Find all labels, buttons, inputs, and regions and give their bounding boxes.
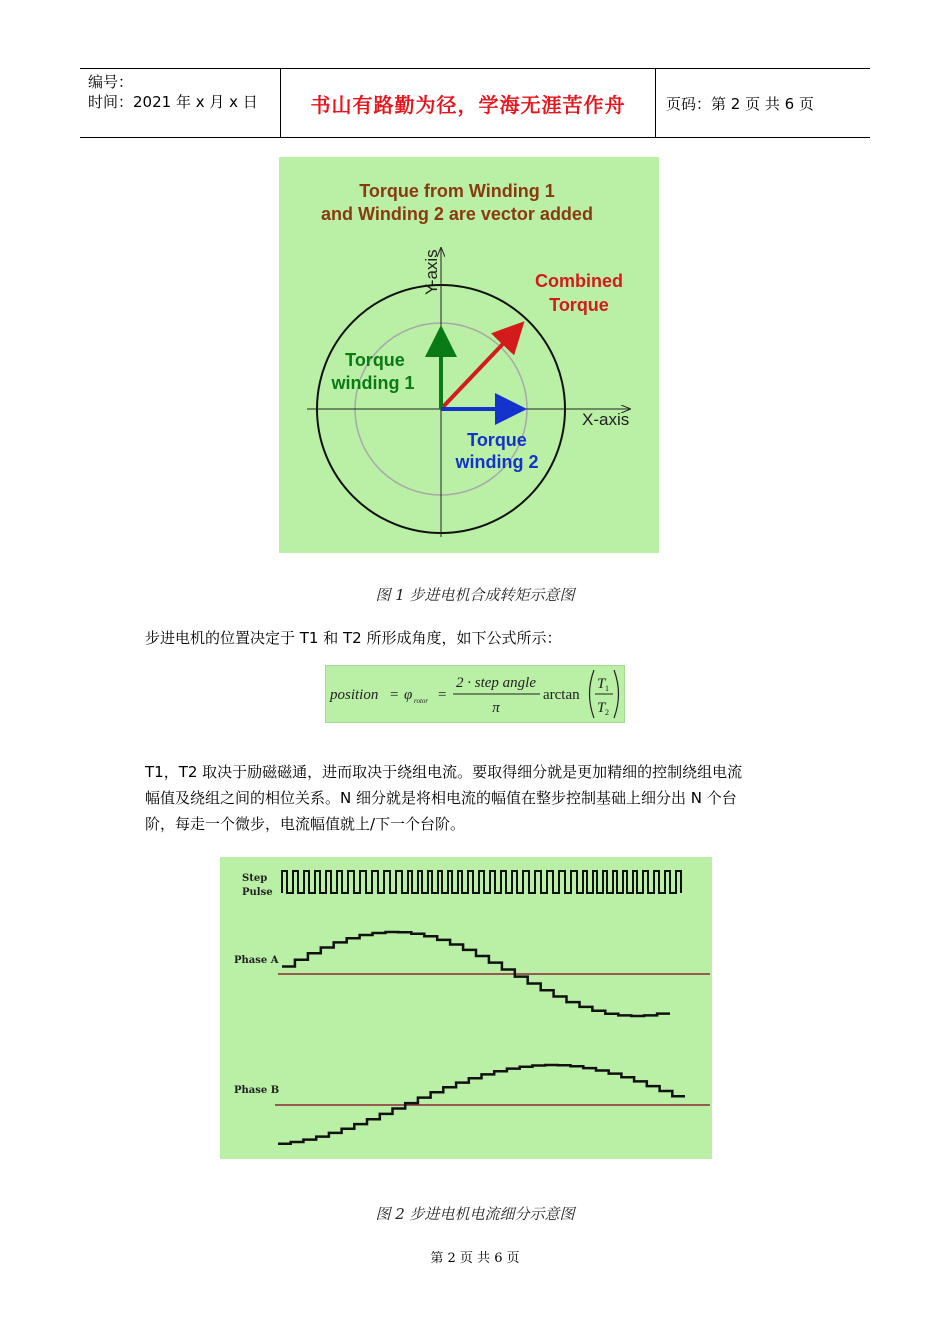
winding1-label-line1: Torque [345,350,405,370]
figure2-background [220,857,712,1159]
formula-left-paren [590,670,595,718]
number-label: 编号： [88,73,134,91]
formula-eq1: = [390,687,399,703]
formula-numerator: 2 · step angle [456,675,536,691]
formula-right-paren [614,670,619,718]
formula-denominator: π [492,700,500,716]
combined-label-line2: Torque [549,295,609,315]
step-pulse-label-line2: Pulse [242,887,273,898]
page-footer: 第 2 页 共 6 页 [430,1251,520,1266]
x-axis-label: X-axis [582,410,630,429]
winding1-label-line2: winding 1 [331,373,415,393]
formula-t2-sub: 2 [605,708,609,717]
step-pulse-label-line1: Step [242,873,268,884]
page-header [80,68,870,138]
combined-label-line1: Combined [535,271,623,291]
figure1-caption: 图 1 步进电机合成转矩示意图 [375,586,575,604]
formula-arctan: arctan [543,687,580,703]
phase-a-label: Phase A [234,955,279,966]
paragraph-microstep-line2: 幅值及绕组之间的相位关系。N 细分就是将相电流的幅值在整步控制基础上细分出 N 个台 [145,789,737,807]
torque-vector-diagram [279,157,659,553]
formula-phi-sub: rotor [414,697,429,705]
paragraph-position-intro: 步进电机的位置决定于 T1 和 T2 所形成角度，如下公式所示： [145,629,562,647]
formula-lhs: position [330,687,379,703]
phase-b-label: Phase B [234,1085,280,1096]
current-microstep-diagram [220,857,712,1159]
winding2-label-line1: Torque [467,430,527,450]
formula-eq2: = [438,687,447,703]
figure1-title-line1: Torque from Winding 1 [359,181,555,201]
winding2-label-line2: winding 2 [455,452,539,472]
header-left-cell [80,69,280,137]
formula-t2: T [597,700,606,716]
formula-t1: T [597,676,606,692]
date-label: 时间：2021 年 x 月 x 日 [88,93,258,111]
header-motto: 书山有路勤为径，学海无涯苦作舟 [280,69,656,137]
paragraph-microstep-line1: T1，T2 取决于励磁磁通，进而取决于绕组电流。要取得细分就是更加精细的控制绕组电流 [145,763,743,781]
figure2-caption: 图 2 步进电机电流细分示意图 [375,1205,575,1223]
paragraph-microstep-line3: 阶，每走一个微步，电流幅值就上/下一个台阶。 [145,815,466,833]
figure1-title-line2: and Winding 2 are vector added [321,204,593,224]
page-number-label: 页码：第 2 页 共 6 页 [666,94,814,113]
paragraph-microstep [145,759,815,837]
y-axis-label: Y-axis [422,249,441,295]
formula-phi: φ [404,687,413,703]
position-formula [325,665,625,723]
formula-t1-sub: 1 [605,684,609,693]
